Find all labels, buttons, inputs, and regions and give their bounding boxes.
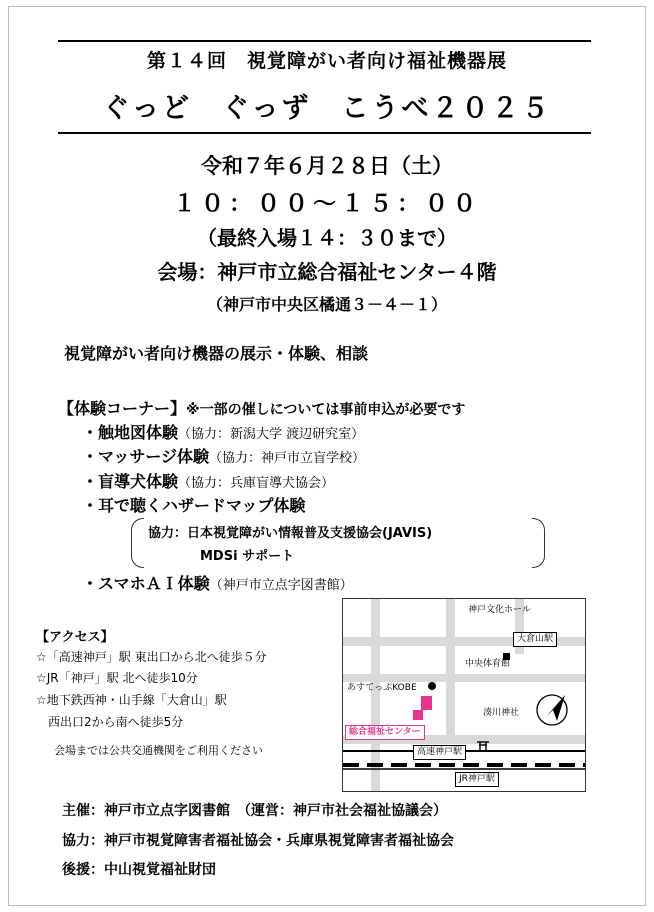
event-time: １０：００～１５：００ <box>173 191 481 217</box>
corner-heading: 【体験コーナー】 <box>58 399 187 418</box>
map-label-kosoku-kobe-station: 高速神戸駅 <box>413 745 466 760</box>
map-label-okurayama-station: 大倉山駅 <box>513 632 557 647</box>
corner-item-name: ・盲導犬体験 <box>82 472 179 491</box>
hazard-coop-line1: 協力：日本視覚障がい情報普及支援協会(JAVIS) <box>148 526 433 541</box>
event-last-entry: （最終入場１４：３０まで） <box>197 226 457 250</box>
corner-item <box>82 493 305 516</box>
event-date: 令和７年６月２８日（土） <box>201 154 453 178</box>
header-title-line1: 第１４回 視覚障がい者向け福祉機器展 <box>146 50 507 72</box>
access-heading: 【アクセス】 <box>36 630 114 645</box>
header-top-rule <box>58 40 591 42</box>
access-route: 西出口2から南へ徒歩5分 <box>36 715 184 729</box>
corner-item-name: ・耳で聴くハザードマップ体験 <box>82 496 306 515</box>
map-label-venue: 総合福祉センター <box>345 725 425 740</box>
footer-organizer: 主催：神戸市立点字図書館 （運営：神戸市社会福祉協議会） <box>62 803 447 819</box>
footer-cooperation: 協力：神戸市視覚障害者福祉協会・兵庫県視覚障害者福祉協会 <box>62 833 454 849</box>
event-address: （神戸市中央区橘通３－４－１） <box>206 295 447 314</box>
event-venue: 会場：神戸市立総合福祉センター４階 <box>157 260 497 284</box>
corner-item <box>82 420 364 443</box>
summary-text: 視覚障がい者向け機器の展示・体験、相談 <box>64 344 369 363</box>
header-bottom-rule <box>58 132 591 134</box>
access-route: ☆「高速神戸」駅 東出口から北へ徒歩５分 <box>36 650 267 664</box>
map-label-chuo-gym: 中央体育館 <box>465 659 511 669</box>
corner-item-name: ・触地図体験 <box>82 423 179 442</box>
access-route: ☆JR「神戸」駅 北へ徒歩10分 <box>36 671 198 685</box>
map-label-minatogawa-shrine: 湊川神社 <box>483 708 520 718</box>
map-streets <box>343 599 585 791</box>
corner-item-name: ・スマホＡＩ体験 <box>82 574 210 593</box>
access-map <box>342 598 586 792</box>
access-note: 会場までは公共交通機関をご利用ください <box>54 744 263 757</box>
map-label-jr-kobe-station: JR神戸駅 <box>455 772 499 787</box>
corner-item <box>82 469 334 492</box>
corner-section <box>58 396 465 419</box>
header-title-line2: ぐっど ぐっず こうべ２０２５ <box>102 93 552 124</box>
corner-item-name: ・マッサージ体験 <box>82 447 210 466</box>
corner-item <box>82 571 353 594</box>
map-label-kobe-bunka-hall: 神戸文化ホール <box>468 605 531 615</box>
corner-item-coop: （神戸市立点字図書館） <box>209 578 353 593</box>
corner-note: ※一部の催しについては事前申込が必要です <box>186 402 466 418</box>
left-bracket <box>131 518 144 568</box>
map-label-asuteppu: あすてっぷKOBE <box>347 683 417 693</box>
corner-item-coop: （協力：新潟大学 渡辺研究室） <box>178 427 365 442</box>
access-route: ☆地下鉄西神・山手線「大倉山」駅 <box>36 693 227 707</box>
corner-item <box>82 444 365 467</box>
footer-support: 後援：中山視覚福祉財団 <box>62 862 216 878</box>
corner-item-coop: （協力：兵庫盲導犬協会） <box>178 476 335 491</box>
corner-item-coop: （協力：神戸市立盲学校） <box>209 451 366 466</box>
right-bracket <box>532 518 545 568</box>
hazard-coop-line2: MDSi サポート <box>200 549 295 564</box>
